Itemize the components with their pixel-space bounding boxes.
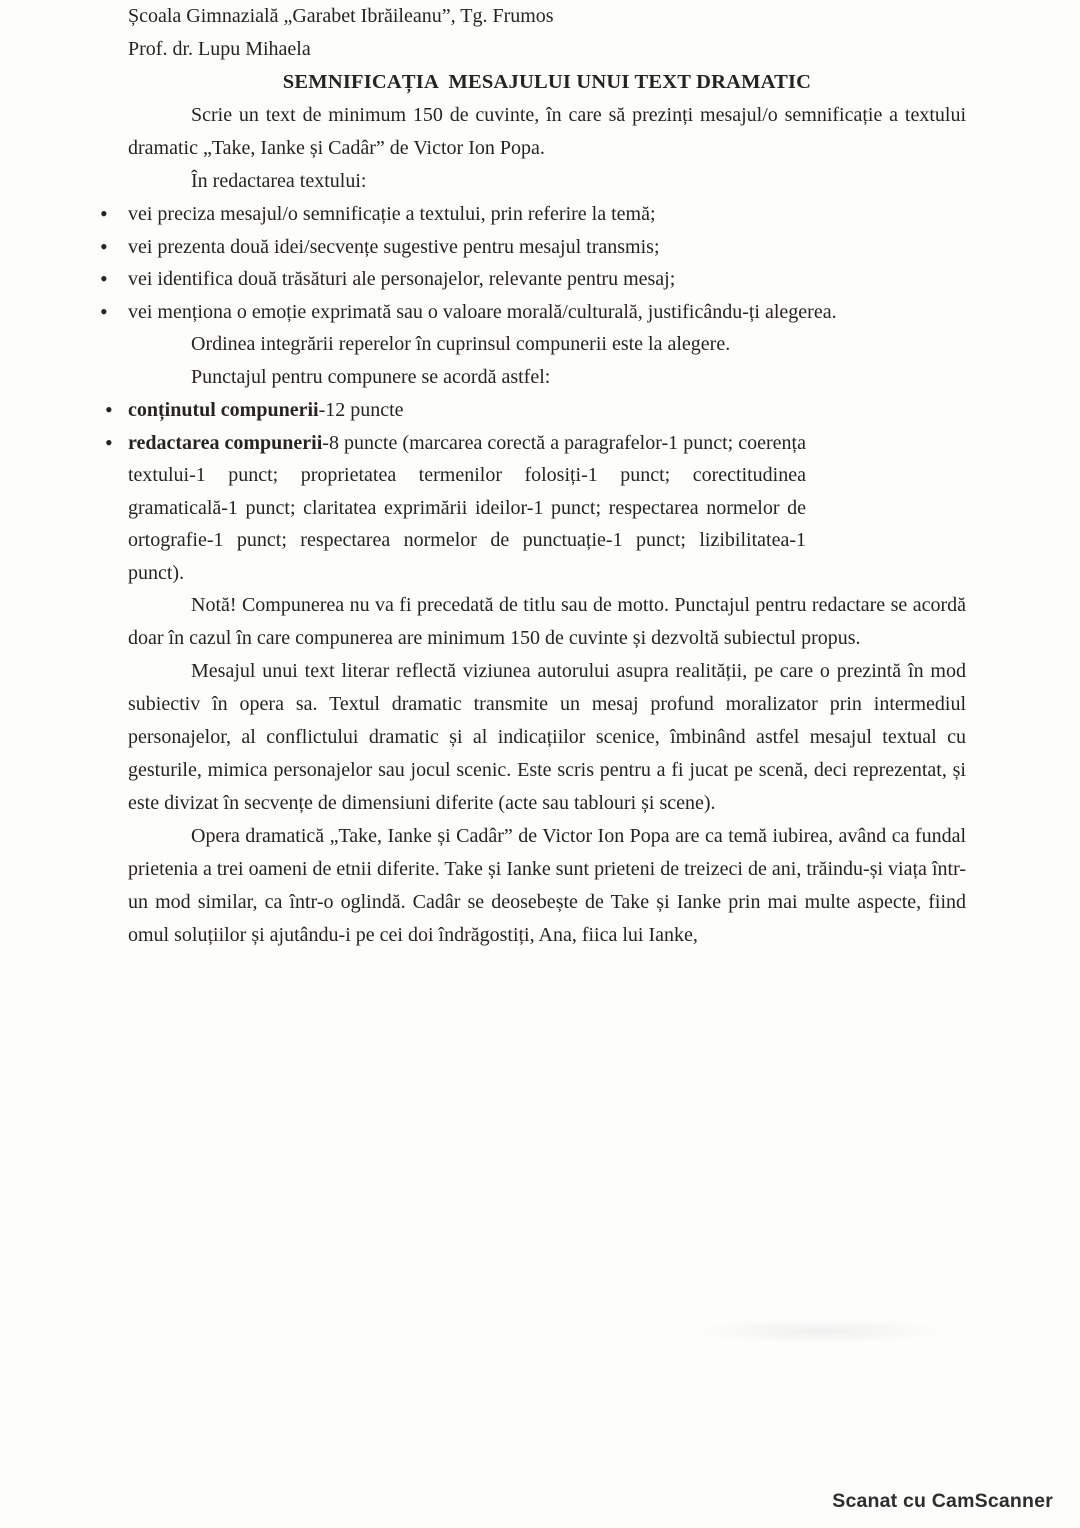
- scoring-detail: -8 puncte (marcarea corectă a paragrafelor-1 punct; coerența textului-1 punct; proprietatea termenilor folosiți-1 punct; corectitudinea gramaticală-1 punct; claritatea exprimării ideilor-1 punct; respectarea normelor de ortografie-1 punct; respectarea normelor de punctuație-1 punct; lizibilitatea-1 punct).: [128, 431, 806, 584]
- scoring-item: [128, 394, 806, 427]
- school-name-line: Școala Gimnazială „Garabet Ibrăileanu”, Tg. Frumos: [128, 5, 554, 27]
- requirement-text: vei menționa o emoție exprimată sau o valoare morală/culturală, justificându-ți alegerea.: [128, 300, 837, 323]
- scoring-list: [128, 394, 806, 589]
- requirement-item: [128, 296, 841, 329]
- requirements-list: [128, 198, 841, 328]
- author-name-line: Prof. dr. Lupu Mihaela: [128, 38, 311, 60]
- scoring-intro-line: Punctajul pentru compunere se acordă astfel:: [191, 366, 551, 388]
- requirements-intro: În redactarea textului:: [191, 170, 367, 192]
- scoring-item: [128, 427, 806, 590]
- document-title: SEMNIFICAȚIA MESAJULUI UNUI TEXT DRAMATIC: [282, 71, 812, 93]
- requirement-text: vei prezenta două idei/secvențe sugestive pentru mesajul transmis;: [128, 235, 660, 258]
- essay-paragraph-2: Opera dramatică „Take, Ianke și Cadâr” de Victor Ion Popa are ca temă iubirea, având ca fundal prietenia a trei oameni de etnii diferite. Take și Ianke sunt prieteni de treizeci de ani, trăindu-și viața într-un mod similar, ca într-o oglindă. Cadâr se deosebește de Take și Ianke prin mai multe aspecte, fiind omul soluțiilor și ajutându-i pe cei doi îndrăgostiți, Ana, fiica lui Ianke,: [128, 825, 966, 946]
- scoring-criterion: redactarea compunerii: [128, 431, 323, 454]
- note-paragraph: Notă! Compunerea nu va fi precedată de titlu sau de motto. Punctajul pentru redactare se acordă doar în cazul în care compunerea are minimum 150 de cuvinte și dezvoltă subiectul propus.: [128, 594, 966, 649]
- scan-smudge-artifact: [690, 1318, 950, 1344]
- order-note-line: Ordinea integrării reperelor în cuprinsul compunerii este la alegere.: [191, 333, 731, 355]
- requirement-text: vei preciza mesajul/o semnificație a textului, prin referire la temă;: [128, 203, 656, 225]
- document-content: [128, 0, 966, 952]
- scoring-criterion: conținutul compunerii: [128, 399, 319, 421]
- scoring-detail: -12 puncte: [318, 399, 404, 421]
- requirement-text: vei identifica două trăsături ale personajelor, relevante pentru mesaj;: [128, 268, 676, 290]
- camscanner-watermark: Scanat cu CamScanner: [832, 1490, 1053, 1512]
- essay-paragraph-1: Mesajul unui text literar reflectă viziunea autorului asupra realității, pe care o prezintă în mod subiectiv în opera sa. Textul dramatic transmite un mesaj profund moralizator prin intermediul personajelor, al conflictului dramatic și al indicațiilor scenice, îmbinând astfel mesajul textual cu gesturile, mimica personajelor sau jocul scenic. Este scris pentru a fi jucat pe scenă, deci reprezentat, și este divizat în secvențe de dimensiuni diferite (acte sau tablouri și scene).: [128, 660, 966, 814]
- task-prompt-paragraph: Scrie un text de minimum 150 de cuvinte, în care să prezinți mesajul/o semnificație a textului dramatic „Take, Ianke și Cadâr” de Victor Ion Popa.: [128, 104, 966, 159]
- requirement-item: [128, 263, 841, 296]
- requirement-item: [128, 231, 841, 264]
- requirement-item: [128, 198, 841, 231]
